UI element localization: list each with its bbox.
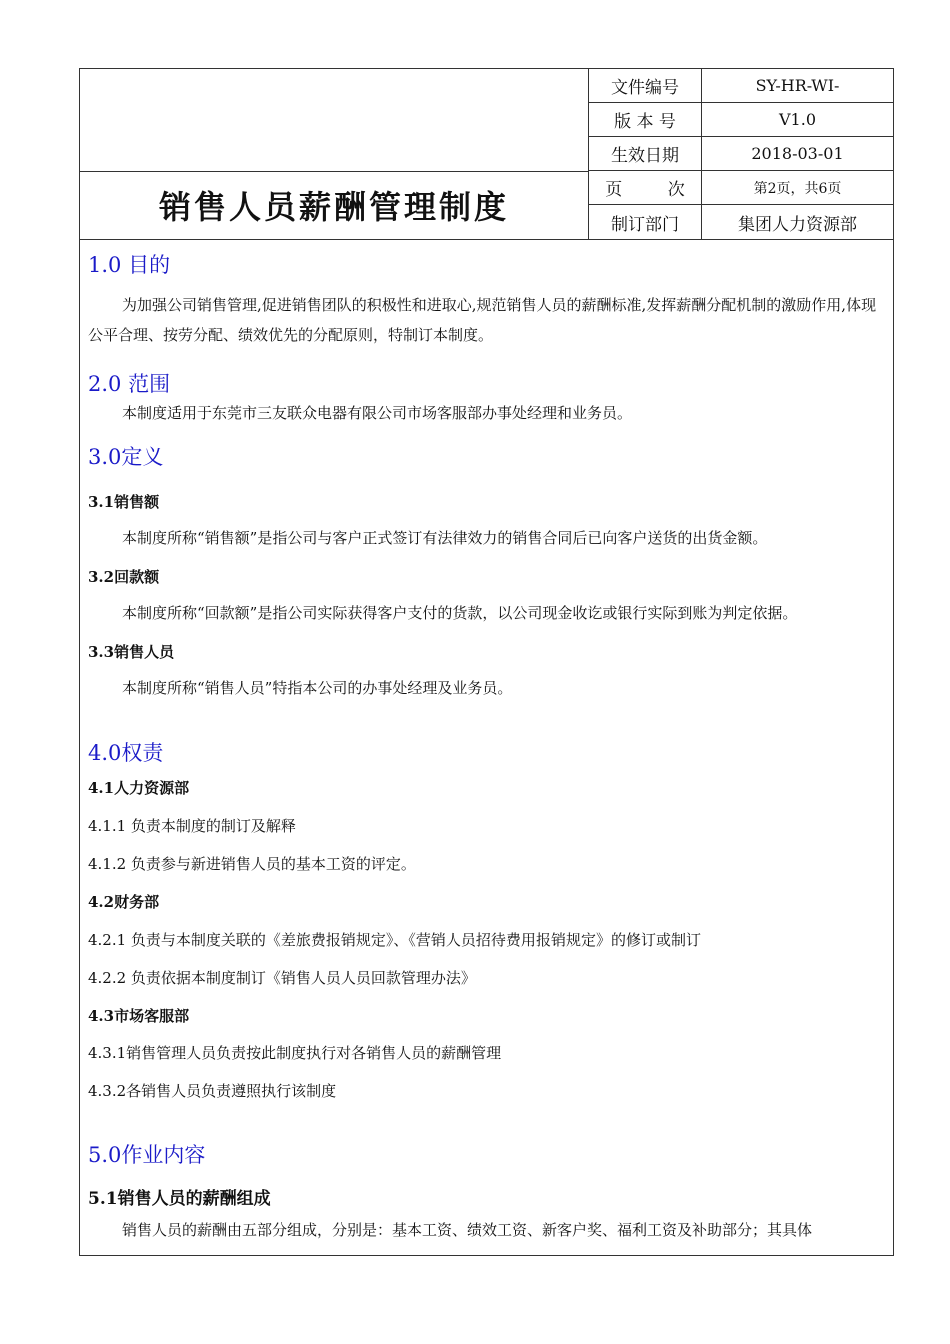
header-row-department bbox=[589, 205, 893, 239]
subsection-heading: 4.1人力资源部 bbox=[88, 779, 190, 797]
subsection-heading: 3.3销售人员 bbox=[88, 643, 175, 661]
paragraph: 本制度所称“销售额”是指公司与客户正式签订有法律效力的销售合同后已向客户送货的出货金额。 bbox=[122, 529, 768, 547]
list-item: 4.1.1 负责本制度的制订及解释 bbox=[88, 817, 296, 835]
section-heading: 2.0 范围 bbox=[88, 372, 171, 396]
paragraph: 本制度适用于东莞市三友联众电器有限公司市场客服部办事处经理和业务员。 bbox=[122, 404, 633, 422]
header-key: 生效日期 bbox=[589, 137, 702, 170]
header-value: 集团人力资源部 bbox=[738, 214, 857, 235]
document-title: 销售人员薪酬管理制度 bbox=[80, 171, 589, 239]
header-row-version bbox=[589, 103, 893, 137]
list-item: 4.2.2 负责依据本制度制订《销售人员人员回款管理办法》 bbox=[88, 969, 476, 987]
header-row-effective-date bbox=[589, 137, 893, 171]
header-value: 2018-03-01 bbox=[751, 144, 844, 163]
section-heading: 3.0定义 bbox=[88, 445, 164, 469]
document-header-table bbox=[80, 69, 893, 240]
section-heading: 1.0 目的 bbox=[88, 253, 171, 277]
section-heading: 5.0作业内容 bbox=[88, 1143, 206, 1167]
header-key: 制订部门 bbox=[589, 205, 702, 239]
list-item: 4.3.2各销售人员负责遵照执行该制度 bbox=[88, 1082, 337, 1100]
subsection-heading: 3.2回款额 bbox=[88, 568, 160, 586]
header-row-page bbox=[589, 171, 893, 205]
paragraph: 销售人员的薪酬由五部分组成，分别是：基本工资、绩效工资、新客户奖、福利工资及补助部分；其具体 bbox=[122, 1221, 813, 1239]
header-row-doc-number bbox=[589, 69, 893, 103]
header-key: 页 次 bbox=[589, 171, 702, 204]
document-frame bbox=[79, 68, 894, 1256]
header-value: SY-HR-WI- bbox=[755, 76, 840, 95]
list-item: 4.1.2 负责参与新进销售人员的基本工资的评定。 bbox=[88, 855, 416, 873]
section-heading: 4.0权责 bbox=[88, 741, 164, 765]
header-value: V1.0 bbox=[779, 110, 816, 129]
subsection-heading: 4.3市场客服部 bbox=[88, 1007, 190, 1025]
header-key: 文件编号 bbox=[589, 69, 702, 102]
subsection-heading: 3.1销售额 bbox=[88, 493, 160, 511]
paragraph: 本制度所称“销售人员”特指本公司的办事处经理及业务员。 bbox=[122, 679, 513, 697]
subsection-heading: 5.1销售人员的薪酬组成 bbox=[88, 1189, 271, 1209]
paragraph: 本制度所称“回款额”是指公司实际获得客户支付的货款，以公司现金收讫或银行实际到账为判定依据。 bbox=[122, 604, 798, 622]
list-item: 4.2.1 负责与本制度关联的《差旅费报销规定》、《营销人员招待费用报销规定》的修订或制订 bbox=[88, 931, 701, 949]
paragraph: 为加强公司销售管理,促进销售团队的积极性和进取心,规范销售人员的薪酬标准,发挥薪酬分配机制的激励作用,体现公平合理、按劳分配、绩效优先的分配原则，特制订本制度。 bbox=[88, 296, 877, 344]
list-item: 4.3.1销售管理人员负责按此制度执行对各销售人员的薪酬管理 bbox=[88, 1044, 502, 1062]
header-key: 版 本 号 bbox=[589, 103, 702, 136]
subsection-heading: 4.2财务部 bbox=[88, 893, 160, 911]
header-logo-area bbox=[80, 69, 589, 172]
header-value: 第2页，共6页 bbox=[753, 180, 842, 197]
